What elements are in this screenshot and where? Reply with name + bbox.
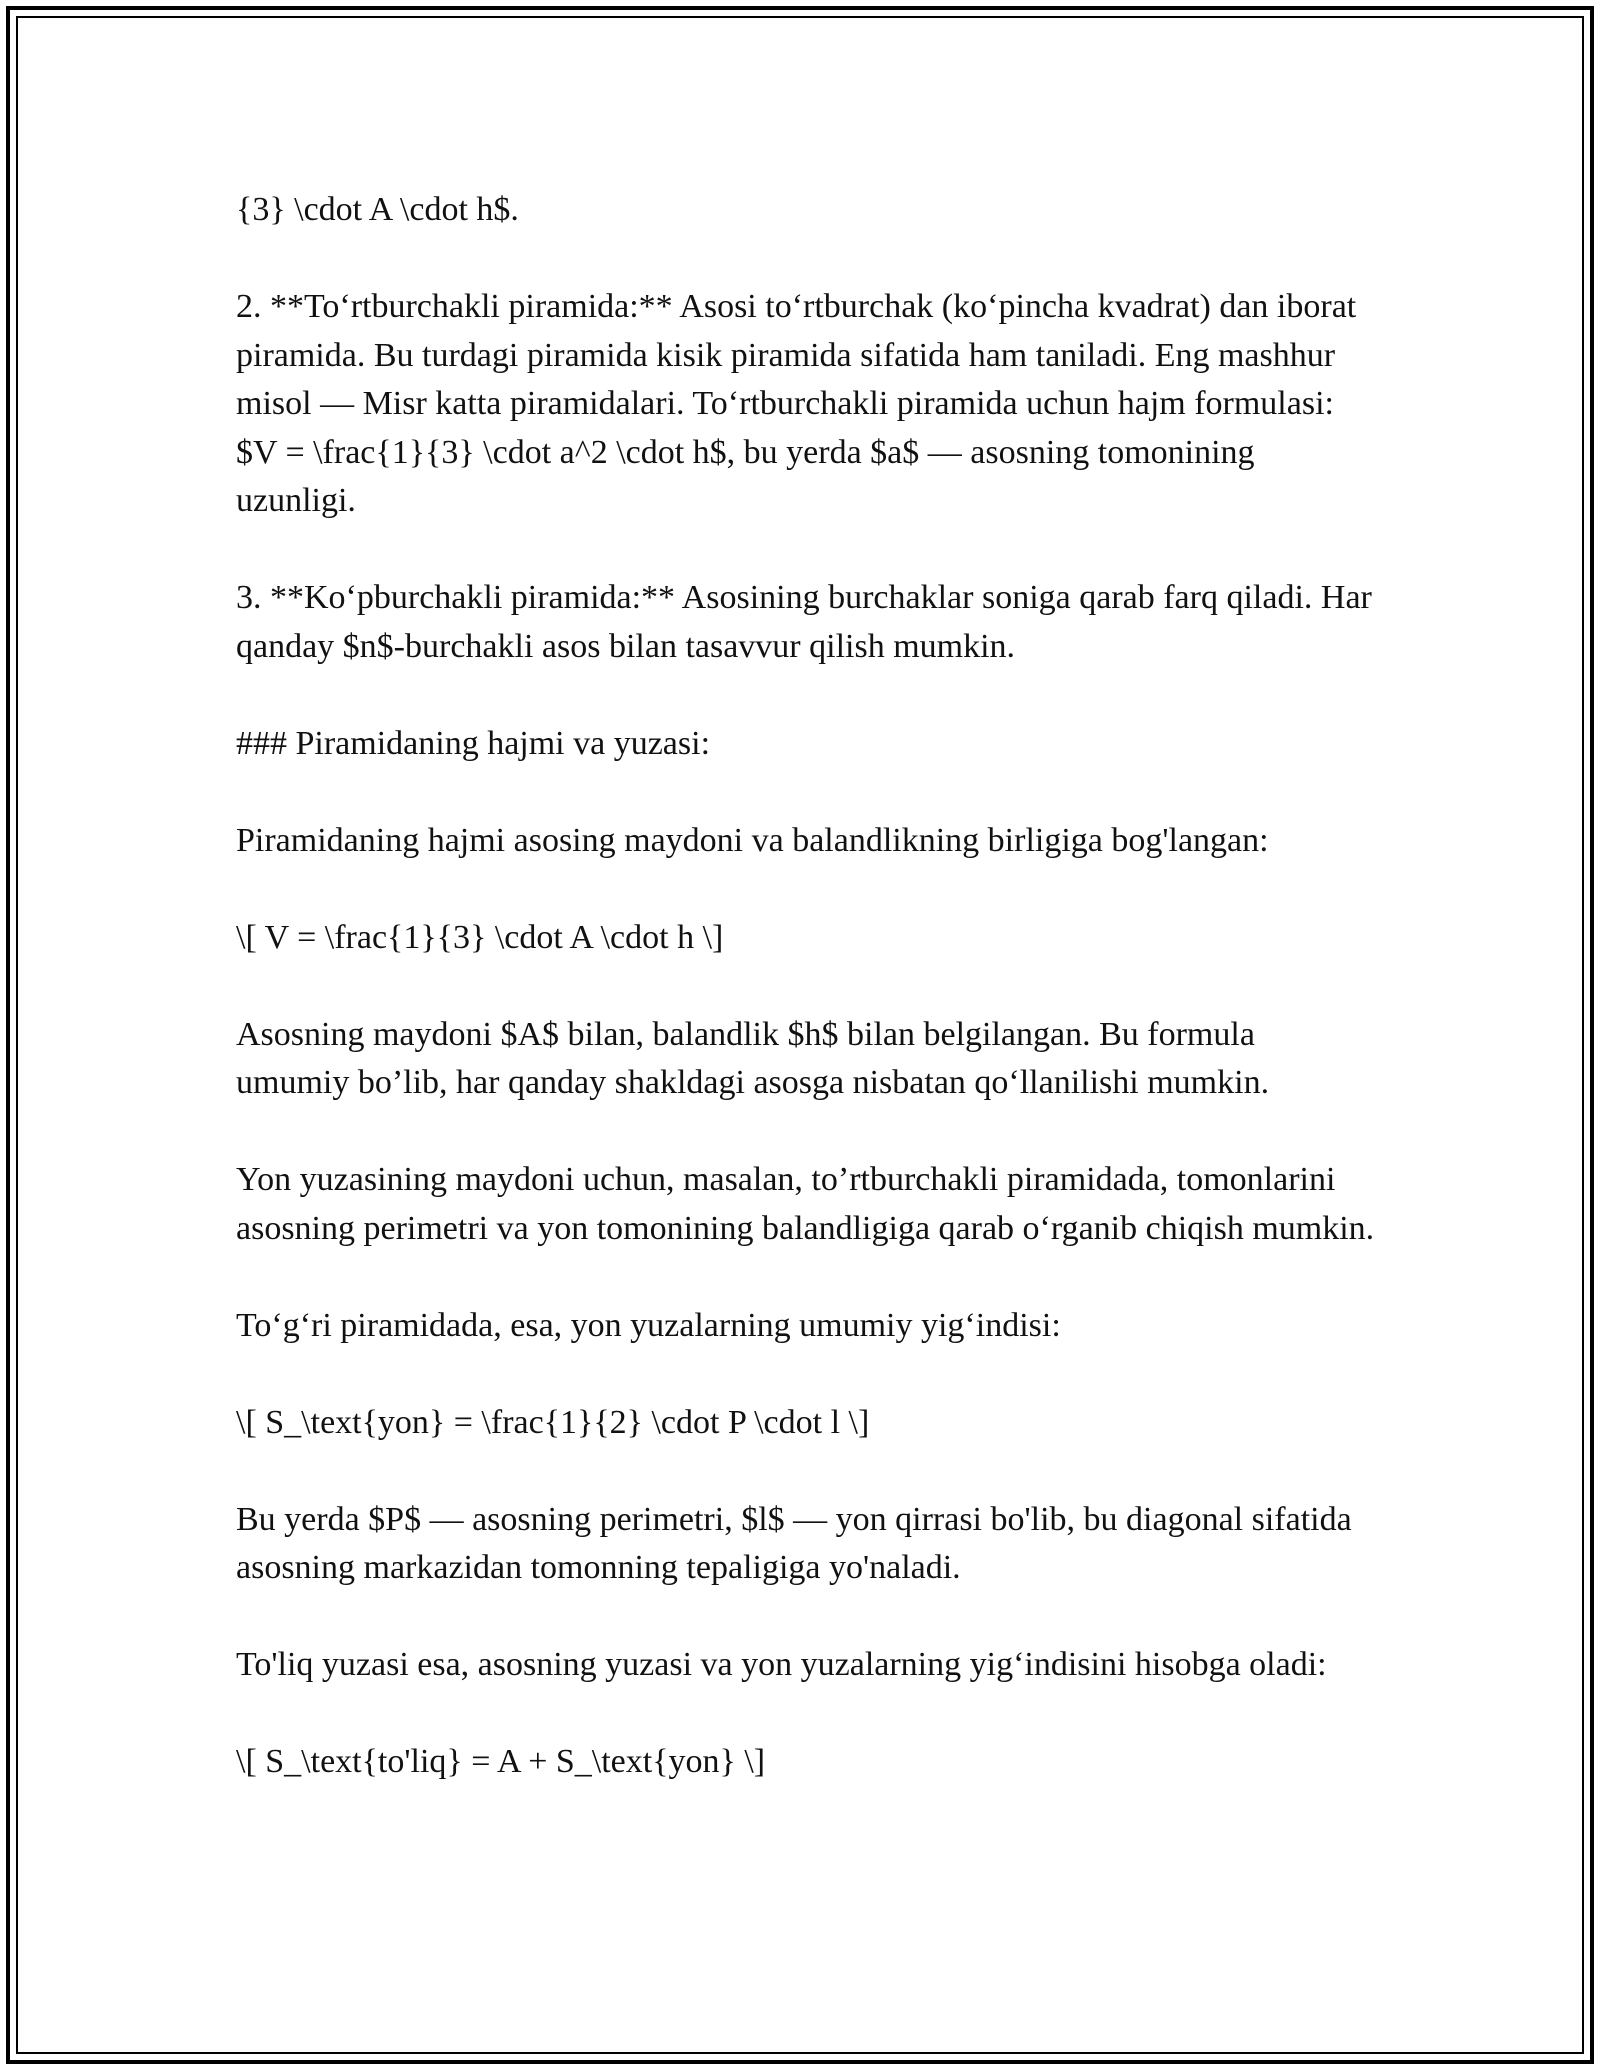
paragraph-volume-intro: Piramidaning hajmi asosing maydoni va balandlikning birligiga bog'langan: <box>236 821 1269 859</box>
paragraph-base-area: Asosning maydoni $A$ bilan, balandlik $h$ bilan belgilangan. Bu formula umumiy bo’lib, har qanday shakldagi asosga nisbatan qo‘llanilishi mumkin. <box>236 1015 1270 1101</box>
paragraph-regular-pyramid: To‘g‘ri piramidada, esa, yon yuzalarning umumiy yig‘indisi: <box>236 1306 1061 1344</box>
list-item-polygonal-pyramid: 3. **Ko‘pburchakli piramida:** Asosining burchaklar soniga qarab farq qiladi. Har qanday $n$-burchakli asos bilan tasavvur qilish mumkin. <box>236 579 1372 665</box>
text-continuation: {3} \cdot A \cdot h$. <box>236 191 519 228</box>
paragraph-total-surface: To'liq yuzasi esa, asosning yuzasi va yon yuzalarning yig‘indisini hisobga oladi: <box>236 1646 1327 1683</box>
section-heading-volume-surface: ### Piramidaning hajmi va yuzasi: <box>236 724 711 762</box>
document-body <box>236 186 1376 1787</box>
paragraph-lateral-area: Yon yuzasining maydoni uchun, masalan, to’rtburchakli piramidada, tomonlarini asosning perimetri va yon tomonining balandligiga qarab o‘rganib chiqish mumkin. <box>236 1161 1375 1247</box>
formula-volume: \[ V = \frac{1}{3} \cdot A \cdot h \] <box>236 918 724 956</box>
formula-lateral-surface: \[ S_\text{yon} = \frac{1}{2} \cdot P \cdot l \] <box>236 1403 870 1441</box>
formula-total-surface: \[ S_\text{to'liq} = A + S_\text{yon} \] <box>236 1743 766 1780</box>
paragraph-perimeter-definition: Bu yerda $P$ — asosning perimetri, $l$ — yon qirrasi bo'lib, bu diagonal sifatida asosning markazidan tomonning tepaligiga yo'naladi. <box>236 1500 1352 1586</box>
list-item-quadrilateral-pyramid: 2. **To‘rtburchakli piramida:** Asosi to‘rtburchak (ko‘pincha kvadrat) dan iborat piramida. Bu turdagi piramida kisik piramida sifatida ham taniladi. Eng mashhur misol — Misr katta piramidalari. To‘rtburchakli piramida uchun hajm formulasi: $V = \frac{1}{3} \cdot a^2 \cdot h$, bu yerda $a$ — asosning tomonining uzunligi. <box>236 288 1357 519</box>
